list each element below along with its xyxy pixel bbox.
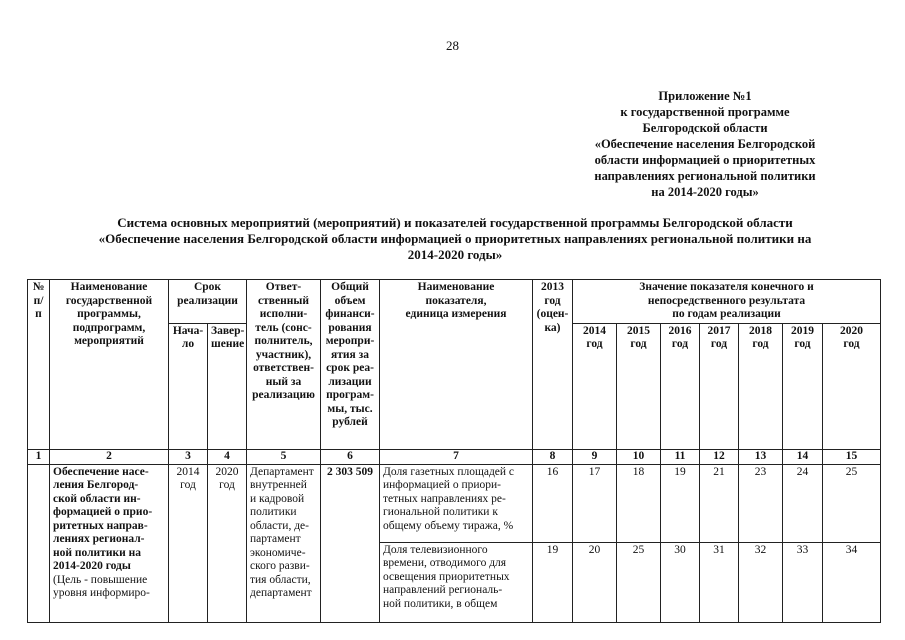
column-number: 13 [739, 449, 783, 464]
program-start: 2014 год [169, 464, 208, 622]
header-year-2014: 2014 год [573, 323, 617, 449]
header-indicator: Наименование показателя, единица измерения [380, 280, 533, 450]
indicator-name: Доля газетных площадей с информацией о приори- тетных направлениях ре- гиональной политики к общему объему тиража, % [380, 464, 533, 542]
header-year-2016: 2016 год [661, 323, 700, 449]
header-year-2018: 2018 год [739, 323, 783, 449]
indicator-value-2014: 20 [573, 542, 617, 622]
indicator-value-2016: 19 [661, 464, 700, 542]
title-line: «Обеспечение населения Белгородской области информацией о приоритетных направлениях региональной политики на [98, 231, 812, 246]
indicator-value-2020: 34 [823, 542, 881, 622]
indicator-value-2020: 25 [823, 464, 881, 542]
appendix-line: на 2014-2020 годы» [651, 185, 759, 199]
appendix-line: к государственной программе [620, 105, 790, 119]
indicator-2013: 16 [533, 464, 573, 542]
header-funding-volume: Общий объем финанси- рования меропри- ятия за срок реа- лизации програм- мы, тыс. рублей [321, 280, 380, 450]
header-values-group: Значение показателя конечного и непосредственного результата по годам реализации [573, 280, 881, 324]
indicator-name: Доля телевизионного времени, отводимого для освещения приоритетных направлений региональ- ной политики, в общем [380, 542, 533, 622]
program-name: Обеспечение насе- ления Белгород- ской области ин- формацией о прио- ритетных направ- лениях регионал- ной политики на 2014-2020 годы [53, 465, 153, 572]
header-end: Завер- шение [208, 323, 247, 449]
title-line: Система основных мероприятий (мероприятий) и показателей государственной программы Белгородской области [117, 215, 793, 230]
indicator-value-2015: 18 [617, 464, 661, 542]
header-executor: Ответ- ственный исполни- тель (сонс- полнитель, участник), ответствен- ный за реализацию [247, 280, 321, 450]
appendix-line: направлениях региональной политики [594, 169, 816, 183]
appendix-line: Белгородской области [642, 121, 768, 135]
measures-table [27, 279, 881, 623]
appendix-line: области информацией о приоритетных [594, 153, 816, 167]
indicator-value-2019: 24 [783, 464, 823, 542]
column-number: 8 [533, 449, 573, 464]
page-number: 28 [446, 38, 459, 53]
program-funding-volume: 2 303 509 [321, 464, 380, 622]
column-number: 2 [50, 449, 169, 464]
program-name-cell [50, 464, 169, 622]
indicator-value-2014: 17 [573, 464, 617, 542]
column-number: 1 [28, 449, 50, 464]
appendix-header [540, 88, 870, 200]
indicator-value-2019: 33 [783, 542, 823, 622]
column-number: 3 [169, 449, 208, 464]
column-number: 6 [321, 449, 380, 464]
indicator-value-2017: 21 [700, 464, 739, 542]
column-number: 7 [380, 449, 533, 464]
header-start: Нача- ло [169, 323, 208, 449]
header-year-2020: 2020 год [823, 323, 881, 449]
indicator-value-2015: 25 [617, 542, 661, 622]
document-title [40, 215, 870, 263]
column-number: 15 [823, 449, 881, 464]
header-year-2019: 2019 год [783, 323, 823, 449]
indicator-value-2017: 31 [700, 542, 739, 622]
indicator-value-2018: 23 [739, 464, 783, 542]
indicator-value-2018: 32 [739, 542, 783, 622]
appendix-line: «Обеспечение населения Белгородской [594, 137, 816, 151]
header-term: Срок реализации [169, 280, 247, 324]
header-program-name: Наименование государственной программы, подпрограмм, мероприятий [50, 280, 169, 450]
program-end: 2020 год [208, 464, 247, 622]
header-number: № п/п [28, 280, 50, 450]
column-number: 11 [661, 449, 700, 464]
column-number: 5 [247, 449, 321, 464]
header-year-2017: 2017 год [700, 323, 739, 449]
column-number: 14 [783, 449, 823, 464]
program-goal: (Цель - повышение уровня информиро- [53, 573, 150, 599]
indicator-value-2016: 30 [661, 542, 700, 622]
program-executor: Департамент внутренней и кадровой политики области, де- партамент экономиче- ского разви- тия области, департамент [247, 464, 321, 622]
column-number: 4 [208, 449, 247, 464]
column-number: 12 [700, 449, 739, 464]
indicator-2013: 19 [533, 542, 573, 622]
row-number-cell [28, 464, 50, 622]
title-line: 2014-2020 годы» [407, 247, 503, 262]
appendix-line: Приложение №1 [658, 89, 752, 103]
header-year-2015: 2015 год [617, 323, 661, 449]
column-number: 9 [573, 449, 617, 464]
column-number: 10 [617, 449, 661, 464]
header-2013: 2013 год (оцен- ка) [533, 280, 573, 450]
table-row [28, 464, 881, 542]
